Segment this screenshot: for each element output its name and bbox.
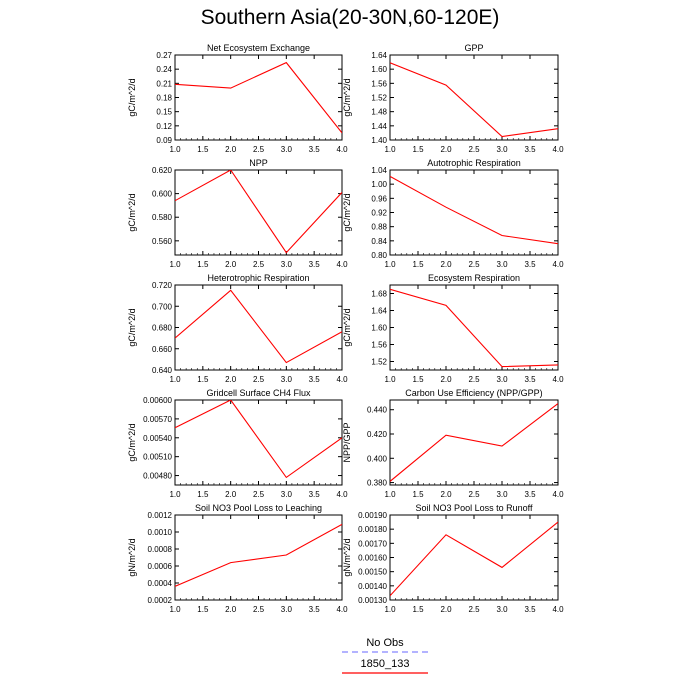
chart-6-xtick-label: 2.5 <box>468 375 480 384</box>
chart-7-ytick-label: 0.00600 <box>143 396 172 405</box>
chart-9-ylabel: gN/m^2/d <box>127 538 137 577</box>
chart-1-ytick-label: 0.12 <box>156 121 172 131</box>
chart-5-xtick-label: 1.0 <box>169 375 181 384</box>
chart-5-series-line <box>175 290 342 362</box>
chart-4-title: Autotrophic Respiration <box>427 158 521 168</box>
chart-10-ylabel: gN/m^2/d <box>342 538 352 577</box>
chart-6-xtick-label: 3.5 <box>524 375 536 384</box>
chart-1-ytick-label: 0.09 <box>156 136 172 145</box>
chart-9-xtick-label: 2.5 <box>252 605 265 614</box>
chart-7-plot-frame <box>175 400 342 485</box>
chart-7-xtick-label: 1.0 <box>169 490 181 499</box>
chart-5-ytick-label: 0.720 <box>151 281 172 290</box>
chart-6-ytick-label: 1.68 <box>371 289 387 299</box>
chart-9-ytick-label: 0.0004 <box>147 579 172 588</box>
chart-2-plot-frame <box>390 55 558 140</box>
chart-5-ytick-label: 0.660 <box>151 344 172 354</box>
chart-3-xtick-label: 1.0 <box>169 260 181 269</box>
chart-3-ytick-label: 0.580 <box>151 213 172 223</box>
chart-5-ytick-label: 0.700 <box>151 302 172 312</box>
chart-5-ytick-label: 0.680 <box>151 323 172 333</box>
chart-9-xtick-label: 2.0 <box>225 605 237 614</box>
chart-6-ytick-label: 1.52 <box>371 357 387 367</box>
chart-10-ytick-label: 0.00130 <box>358 596 387 605</box>
chart-7-ytick-label: 0.00540 <box>143 433 172 443</box>
chart-1-xtick-label: 3.5 <box>308 145 320 154</box>
chart-1-ytick-label: 0.15 <box>156 107 172 117</box>
chart-1-xtick-label: 3.0 <box>280 145 292 154</box>
chart-9 <box>127 503 348 614</box>
chart-4-plot-frame <box>390 170 558 255</box>
chart-2-xtick-label: 2.5 <box>468 145 480 154</box>
chart-6-ytick-label: 1.64 <box>371 306 387 316</box>
chart-4-xtick-label: 4.0 <box>552 260 564 269</box>
chart-7 <box>127 388 348 499</box>
chart-1-ytick-label: 0.24 <box>156 65 172 75</box>
chart-8-xtick-label: 2.0 <box>440 490 452 499</box>
chart-10-series-line <box>390 522 558 596</box>
chart-9-series-line <box>175 524 342 586</box>
chart-9-ytick-label: 0.0012 <box>147 511 172 520</box>
chart-2-ytick-label: 1.52 <box>371 93 387 103</box>
chart-4-xtick-label: 2.0 <box>440 260 452 269</box>
chart-4-ytick-label: 0.80 <box>371 251 387 260</box>
chart-7-xtick-label: 1.5 <box>197 490 209 499</box>
chart-8-xtick-label: 1.0 <box>384 490 396 499</box>
chart-2-title: GPP <box>464 43 484 53</box>
chart-7-series-line <box>175 400 342 477</box>
chart-1-title: Net Ecosystem Exchange <box>206 43 311 53</box>
chart-6-ytick-label: 1.60 <box>371 323 387 333</box>
chart-10-ytick-label: 0.00190 <box>358 511 387 520</box>
chart-8-plot-frame <box>390 400 558 485</box>
chart-7-xtick-label: 2.5 <box>252 490 265 499</box>
chart-8-xtick-label: 4.0 <box>552 490 564 499</box>
chart-1-ylabel: gC/m^2/d <box>127 78 137 117</box>
chart-5 <box>127 273 348 384</box>
chart-3 <box>127 158 348 269</box>
chart-5-xtick-label: 2.5 <box>252 375 265 384</box>
chart-1-ytick-label: 0.18 <box>156 93 172 103</box>
chart-6-title: Ecosystem Respiration <box>427 273 521 283</box>
chart-10-plot-frame <box>390 515 558 600</box>
chart-10-ytick-label: 0.00170 <box>358 539 387 549</box>
chart-4-ytick-label: 1.04 <box>371 166 387 175</box>
chart-3-xtick-label: 3.5 <box>308 260 320 269</box>
chart-9-xtick-label: 3.0 <box>280 605 292 614</box>
chart-1-ytick-label: 0.27 <box>156 51 172 60</box>
chart-5-xtick-label: 4.0 <box>336 375 348 384</box>
chart-10-ytick-label: 0.00150 <box>358 567 387 577</box>
chart-6-xtick-label: 1.5 <box>412 375 424 384</box>
chart-5-plot-frame <box>175 285 342 370</box>
chart-1 <box>127 43 348 154</box>
chart-7-ytick-label: 0.00480 <box>143 471 172 481</box>
chart-9-xtick-label: 1.0 <box>169 605 181 614</box>
chart-9-plot-frame <box>175 515 342 600</box>
chart-7-ytick-label: 0.00510 <box>143 452 172 462</box>
chart-10-xtick-label: 4.0 <box>552 605 564 614</box>
chart-3-xtick-label: 1.5 <box>197 260 209 269</box>
chart-1-xtick-label: 1.5 <box>197 145 209 154</box>
chart-2-xtick-label: 3.0 <box>496 145 508 154</box>
chart-3-xtick-label: 4.0 <box>336 260 348 269</box>
chart-2-xtick-label: 1.0 <box>384 145 396 154</box>
page-title: Southern Asia(20-30N,60-120E) <box>200 6 500 29</box>
chart-8-xtick-label: 3.5 <box>524 490 536 499</box>
chart-4-xtick-label: 3.5 <box>524 260 536 269</box>
chart-10-ytick-label: 0.00180 <box>358 525 387 535</box>
chart-8-title: Carbon Use Efficiency (NPP/GPP) <box>405 388 543 398</box>
chart-9-ytick-label: 0.0010 <box>147 528 172 537</box>
chart-10 <box>342 503 564 614</box>
chart-1-plot-frame <box>175 55 342 140</box>
chart-10-ytick-label: 0.00140 <box>358 581 387 591</box>
chart-9-ytick-label: 0.0006 <box>147 562 172 571</box>
chart-3-title: NPP <box>249 158 268 168</box>
chart-9-xtick-label: 3.5 <box>308 605 320 614</box>
chart-1-xtick-label: 1.0 <box>169 145 181 154</box>
chart-3-plot-frame <box>175 170 342 255</box>
chart-2-ytick-label: 1.60 <box>371 65 387 75</box>
chart-10-xtick-label: 1.0 <box>384 605 396 614</box>
chart-4-xtick-label: 1.5 <box>412 260 424 269</box>
chart-4-xtick-label: 1.0 <box>384 260 396 269</box>
chart-4-ylabel: gC/m^2/d <box>342 193 352 232</box>
chart-8 <box>342 388 564 499</box>
chart-4 <box>342 158 564 269</box>
chart-8-xtick-label: 2.5 <box>468 490 480 499</box>
chart-6-ytick-label: 1.56 <box>371 340 387 350</box>
chart-6-xtick-label: 1.0 <box>384 375 396 384</box>
chart-5-ylabel: gC/m^2/d <box>127 308 137 347</box>
chart-9-title: Soil NO3 Pool Loss to Leaching <box>194 503 323 513</box>
chart-9-xtick-label: 4.0 <box>336 605 348 614</box>
chart-9-ytick-label: 0.0008 <box>147 545 172 554</box>
chart-3-xtick-label: 2.0 <box>225 260 237 269</box>
chart-7-xtick-label: 2.0 <box>225 490 237 499</box>
chart-6 <box>342 273 564 384</box>
chart-1-ytick-label: 0.21 <box>156 79 172 89</box>
legend-label-1850-133: 1850_133 <box>360 658 410 670</box>
chart-7-ylabel: gC/m^2/d <box>127 423 137 462</box>
chart-10-xtick-label: 1.5 <box>412 605 424 614</box>
chart-2-ytick-label: 1.56 <box>371 79 387 89</box>
chart-10-title: Soil NO3 Pool Loss to Runoff <box>415 503 533 513</box>
chart-5-xtick-label: 3.5 <box>308 375 320 384</box>
chart-7-xtick-label: 3.0 <box>280 490 292 499</box>
chart-4-ytick-label: 0.84 <box>371 236 387 246</box>
chart-5-xtick-label: 2.0 <box>225 375 237 384</box>
chart-8-ytick-label: 0.420 <box>366 430 387 439</box>
chart-4-ytick-label: 0.96 <box>371 194 387 204</box>
chart-7-ytick-label: 0.00570 <box>143 414 172 424</box>
chart-3-xtick-label: 2.5 <box>252 260 265 269</box>
chart-5-ytick-label: 0.640 <box>151 366 172 375</box>
chart-2-xtick-label: 4.0 <box>552 145 564 154</box>
chart-4-ytick-label: 0.88 <box>371 222 387 232</box>
chart-7-xtick-label: 4.0 <box>336 490 348 499</box>
chart-1-xtick-label: 2.0 <box>225 145 237 154</box>
chart-4-series-line <box>390 176 558 243</box>
chart-10-xtick-label: 3.0 <box>496 605 508 614</box>
chart-4-xtick-label: 3.0 <box>496 260 508 269</box>
chart-2-ytick-label: 1.64 <box>371 51 387 60</box>
chart-6-xtick-label: 4.0 <box>552 375 564 384</box>
chart-9-xtick-label: 1.5 <box>197 605 209 614</box>
chart-2-series-line <box>390 63 558 137</box>
chart-10-xtick-label: 3.5 <box>524 605 536 614</box>
chart-10-xtick-label: 2.5 <box>468 605 480 614</box>
legend-label-no-obs: No Obs <box>366 637 404 649</box>
chart-5-xtick-label: 1.5 <box>197 375 209 384</box>
chart-3-series-line <box>175 170 342 253</box>
chart-4-xtick-label: 2.5 <box>468 260 480 269</box>
chart-1-xtick-label: 4.0 <box>336 145 348 154</box>
chart-9-ytick-label: 0.0002 <box>147 596 172 605</box>
chart-3-xtick-label: 3.0 <box>280 260 292 269</box>
chart-8-ytick-label: 0.440 <box>366 405 387 415</box>
chart-8-xtick-label: 1.5 <box>412 490 424 499</box>
chart-10-xtick-label: 2.0 <box>440 605 452 614</box>
chart-3-ylabel: gC/m^2/d <box>127 193 137 232</box>
chart-3-ytick-label: 0.600 <box>151 189 172 199</box>
chart-3-ytick-label: 0.620 <box>151 166 172 175</box>
chart-4-ytick-label: 0.92 <box>371 208 387 218</box>
chart-2-ytick-label: 1.40 <box>371 136 387 145</box>
chart-8-ytick-label: 0.400 <box>366 454 387 464</box>
chart-2-ylabel: gC/m^2/d <box>342 78 352 117</box>
chart-6-ylabel: gC/m^2/d <box>342 308 352 347</box>
chart-6-series-line <box>390 289 558 366</box>
chart-1-xtick-label: 2.5 <box>252 145 265 154</box>
chart-7-title: Gridcell Surface CH4 Flux <box>206 388 311 398</box>
chart-1-series-line <box>175 63 342 133</box>
chart-6-xtick-label: 3.0 <box>496 375 508 384</box>
chart-7-xtick-label: 3.5 <box>308 490 320 499</box>
chart-4-ytick-label: 1.00 <box>371 180 387 190</box>
chart-2-ytick-label: 1.44 <box>371 121 387 131</box>
chart-8-xtick-label: 3.0 <box>496 490 508 499</box>
chart-6-xtick-label: 2.0 <box>440 375 452 384</box>
chart-2-xtick-label: 3.5 <box>524 145 536 154</box>
chart-5-title: Heterotrophic Respiration <box>207 273 310 283</box>
chart-2-xtick-label: 1.5 <box>412 145 424 154</box>
chart-8-ylabel: NPP/GPP <box>342 422 352 463</box>
chart-2-ytick-label: 1.48 <box>371 107 387 117</box>
chart-2 <box>342 43 564 154</box>
chart-5-xtick-label: 3.0 <box>280 375 292 384</box>
chart-8-series-line <box>390 404 558 482</box>
chart-6-plot-frame <box>390 285 558 370</box>
chart-3-ytick-label: 0.560 <box>151 236 172 246</box>
chart-10-ytick-label: 0.00160 <box>358 553 387 563</box>
chart-2-xtick-label: 2.0 <box>440 145 452 154</box>
chart-8-ytick-label: 0.380 <box>366 478 387 488</box>
